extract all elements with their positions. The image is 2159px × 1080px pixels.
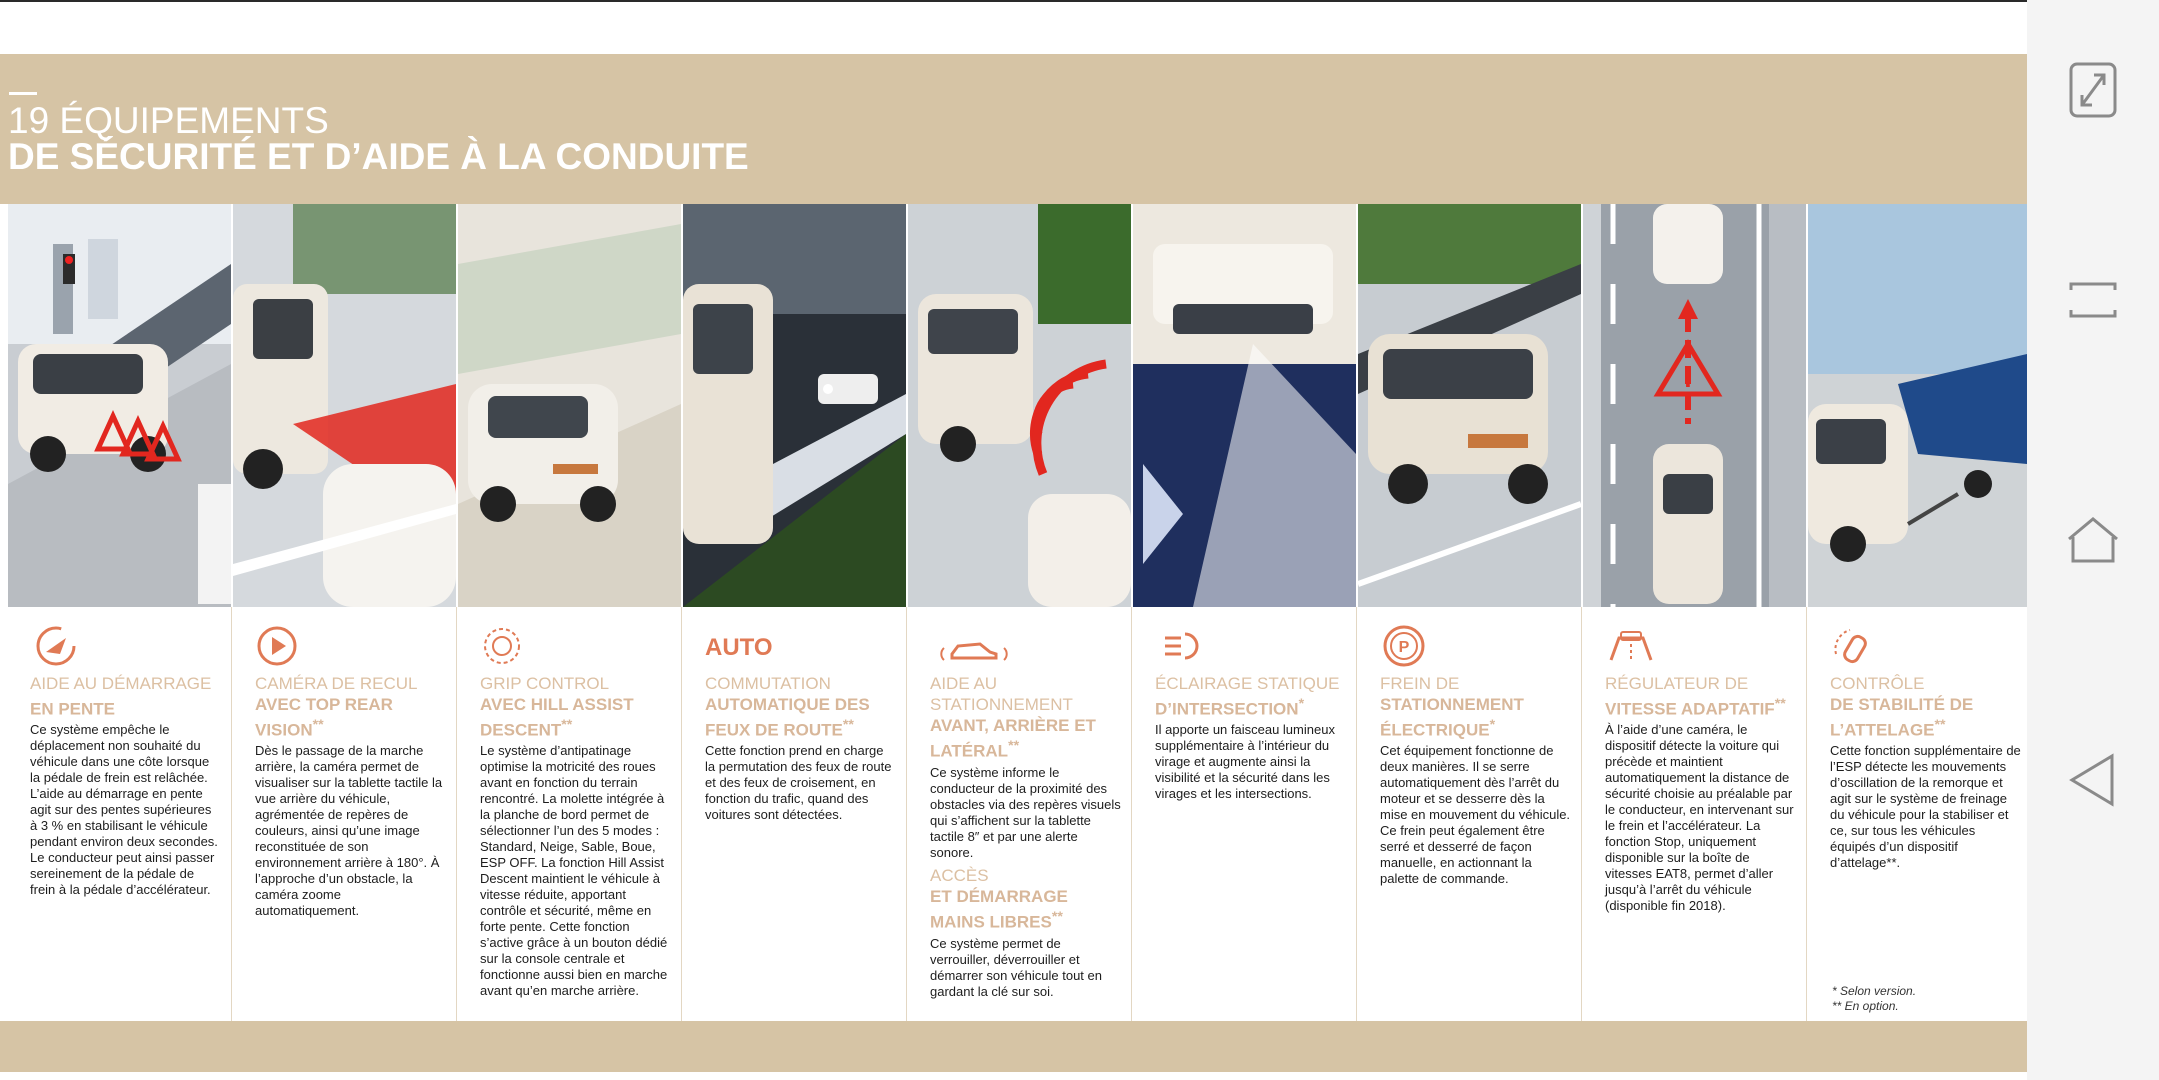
feature-photo-hill-start (8, 204, 231, 607)
column-separator (906, 607, 907, 1021)
home-icon (2065, 515, 2121, 565)
feature-description: Dès le passage de la marche arrière, la caméra permet de visualiser sur la tablette tactile la vue arrière du véhicule, agrémentée de repères de couleurs, ainsi qu’une image reconstituée de son environnement arrière à 180°. À l’approche d’un obstacle, la caméra zoome automatiquement. (255, 743, 443, 918)
feature-column-auto-highbeam (683, 204, 906, 1021)
feature-column-hill-start (8, 204, 231, 1021)
parking-brake-icon (1380, 624, 1436, 668)
feature-description: Cet équipement fonctionne de deux manières. Il se serre automatiquement dès l’arrêt du moteur et se desserre dès la mise en mouvement du véhicule. Ce frein peut également être serré et desserré de façon manuelle, en actionnant la palette de commande. (1380, 743, 1571, 886)
column-separator (1356, 607, 1357, 1021)
footnote-optional-version: * Selon version. (1832, 984, 1917, 998)
home-button[interactable] (2027, 490, 2159, 590)
column-separator (456, 607, 457, 1021)
recent-apps-button[interactable] (2027, 250, 2159, 350)
feature-description: Il apporte un faisceau lumineux supplémentaire à l’intérieur du virage et augmente ainsi la visibilité et la sécurité dans les virages et les intersections. (1155, 722, 1335, 801)
feature-column-adaptive-cruise (1583, 204, 1806, 1021)
feature-description: Cette fonction prend en charge la permutation des feux de route et des feux de croisement, en fonction du trafic, quand des voitures sont détectées. (705, 743, 892, 822)
feature-heading: COMMUTATION AUTOMATIQUE DES FEUX DE ROUTE** (705, 674, 870, 740)
adaptive-cruise-icon (1605, 624, 1661, 668)
cornering-light-icon (1155, 624, 1211, 668)
feature-column-parking-brake (1358, 204, 1581, 1021)
column-separator (681, 607, 682, 1021)
feature-column-parking-aid (908, 204, 1131, 1021)
feature-column-rear-camera (233, 204, 456, 1021)
feature-heading: GRIP CONTROL AVEC HILL ASSIST DESCENT** (480, 674, 634, 740)
feature-photo-trailer-stability (1808, 204, 2027, 607)
title-dash (9, 92, 37, 95)
feature-heading: RÉGULATEUR DE VITESSE ADAPTATIF** (1605, 674, 1786, 719)
play-camera-icon (255, 624, 311, 668)
feature-heading: AIDE AU DÉMARRAGE EN PENTE (30, 674, 212, 719)
feature-heading: ÉCLAIRAGE STATIQUE D’INTERSECTION* (1155, 674, 1340, 719)
recent-apps-icon (2065, 278, 2121, 322)
feature-heading: AIDE AU STATIONNEMENT AVANT, ARRIÈRE ET LATÉRAL** (930, 674, 1096, 761)
feature-column-trailer-stability (1808, 204, 2027, 1021)
feature-photo-parking-aid (908, 204, 1131, 607)
feature-heading: CAMÉRA DE RECUL AVEC TOP REAR VISION** (255, 674, 418, 740)
feature-photo-parking-brake (1358, 204, 1581, 607)
feature-heading: CONTRÔLE DE STABILITÉ DE L’ATTELAGE** (1830, 674, 1974, 740)
column-separator (1806, 607, 1807, 1021)
feature-photo-rear-camera (233, 204, 456, 607)
feature-description: Le système d’antipatinage optimise la motricité des roues avant en fonction du terrain rencontré. La molette intégrée à la planche de bord permet de sélectionner l’un des 5 modes : Standard, Neige, Sable, Boue, ESP OFF. La fonction Hill Assist Descent maintient le véhicule à vitesse réduite, apportant contrôle et sécurité, même en forte pente. Cette fonction s’active grâce à un bouton dédié sur la console centrale et fonctionne aussi bien en marche avant qu’en marche arrière. (480, 743, 668, 998)
feature-photo-cornering-light (1133, 204, 1356, 607)
feature-photo-adaptive-cruise (1583, 204, 1806, 607)
svg-text:P: P (1398, 639, 1410, 656)
footnotes (1832, 984, 1916, 1014)
feature-heading: FREIN DE STATIONNEMENT ÉLECTRIQUE* (1380, 674, 1524, 740)
page-title-line2: DE SÉCURITÉ ET D’AIDE À LA CONDUITE (8, 136, 749, 177)
svg-text:!: ! (1683, 363, 1693, 393)
top-divider (0, 0, 2027, 2)
back-button[interactable] (2027, 730, 2159, 830)
page-title-line1: 19 ÉQUIPEMENTS (8, 100, 329, 141)
feature-description: Cette fonction supplémentaire de l’ESP détecte les mouvements d’oscillation de la remorque et agit sur le système de freinage du véhicule pour la stabiliser et ce, sur tous les véhicules équipés d’un dispositif d’attelage**. (1830, 743, 2021, 870)
title-band (0, 54, 2027, 204)
column-separator (1131, 607, 1132, 1021)
column-separator (1581, 607, 1582, 1021)
feature-photo-grip-control (458, 204, 681, 607)
parking-sensor-icon (930, 624, 1020, 668)
column-separator (231, 607, 232, 1021)
auto-highbeam-icon: AUTO (705, 634, 773, 661)
feature-description: À l’aide d’une caméra, le dispositif détecte la voiture qui précède et maintient automatiquement la distance de sécurité choisie au préalable par le conducteur, en intervenant sur le frein et l’accélérateur. La fonction Stop, uniquement disponible sur la boîte de vitesses EAT8, permet d’aller jusqu’à l’arrêt du véhicule (disponible fin 2018). (1605, 722, 1794, 913)
bottom-band (0, 1021, 2027, 1072)
hill-start-icon (30, 624, 86, 668)
feature-column-grip-control (458, 204, 681, 1021)
feature-column-cornering-light (1133, 204, 1356, 1021)
fullscreen-button[interactable] (2027, 40, 2159, 140)
grip-dial-icon (480, 624, 536, 668)
feature-description: Ce système empêche le déplacement non souhaité du véhicule dans une côte lorsque la pédale de frein est relâchée. L’aide au démarrage en pente agit sur des pentes supérieures à 3 % en stabilisant le véhicule pendant environ deux secondes. Le conducteur peut ainsi passer sereinement de la pédale de frein à la pédale d’accélérateur. (30, 722, 218, 897)
navigation-sidebar (2027, 0, 2159, 1080)
feature-subdescription: Ce système permet de verrouiller, déverrouiller et démarrer son véhicule tout en gardant la clé sur soi. (930, 936, 1102, 999)
feature-photo-auto-highbeam (683, 204, 906, 607)
back-icon (2068, 752, 2118, 808)
feature-description: Ce système informe le conducteur de la proximité des obstacles via des repères visuels qui s’affichent sur la tablette tactile 8″ et par une alerte sonore. (930, 765, 1121, 860)
feature-subheading: ACCÈS ET DÉMARRAGE MAINS LIBRES** (930, 866, 1068, 932)
fullscreen-icon (2068, 61, 2118, 119)
footnote-option: ** En option. (1832, 999, 1899, 1013)
trailer-stability-icon (1830, 624, 1886, 668)
